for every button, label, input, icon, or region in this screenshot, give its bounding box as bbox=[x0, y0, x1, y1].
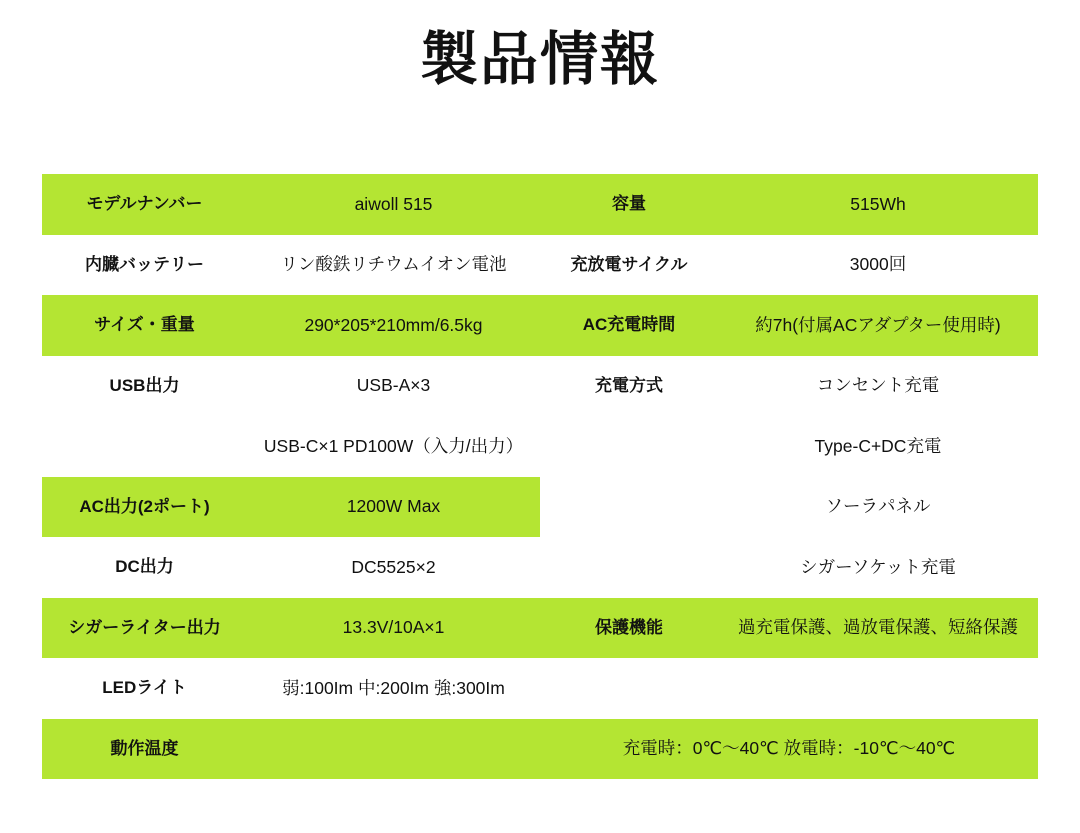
spec-value bbox=[718, 658, 1038, 719]
spec-label bbox=[540, 416, 718, 477]
spec-label: 充放電サイクル bbox=[540, 235, 718, 296]
spec-value: Type-C+DC充電 bbox=[718, 416, 1038, 477]
spec-label bbox=[42, 416, 247, 477]
spec-value: リン酸鉄リチウムイオン電池 bbox=[247, 235, 540, 296]
spec-label: AC出力(2ポート) bbox=[42, 477, 247, 538]
spec-value: aiwoll 515 bbox=[247, 174, 540, 235]
spec-label: DC出力 bbox=[42, 537, 247, 598]
table-row bbox=[42, 658, 1038, 719]
table-row bbox=[42, 174, 1038, 235]
table-row bbox=[42, 356, 1038, 417]
spec-value: USB-A×3 bbox=[247, 356, 540, 417]
spec-label: 容量 bbox=[540, 174, 718, 235]
spec-value: シガーソケット充電 bbox=[718, 537, 1038, 598]
product-info-page bbox=[0, 26, 1080, 833]
spec-value: ソーラパネル bbox=[718, 477, 1038, 538]
table-row bbox=[42, 235, 1038, 296]
spec-value: DC5525×2 bbox=[247, 537, 540, 598]
table-row bbox=[42, 295, 1038, 356]
spec-label: LEDライト bbox=[42, 658, 247, 719]
spec-value: 過充電保護、過放電保護、短絡保護 bbox=[718, 598, 1038, 659]
spec-value: 1200W Max bbox=[247, 477, 540, 538]
spec-label bbox=[540, 477, 718, 538]
spec-label: 動作温度 bbox=[42, 719, 247, 780]
spec-value: 13.3V/10A×1 bbox=[247, 598, 540, 659]
spec-label: 保護機能 bbox=[540, 598, 718, 659]
spec-value: 充電時：0℃〜40℃ 放電時：-10℃〜40℃ bbox=[540, 719, 1038, 780]
page-title: 製品情報 bbox=[419, 25, 660, 93]
table-row bbox=[42, 416, 1038, 477]
spec-label: USB出力 bbox=[42, 356, 247, 417]
specification-table bbox=[42, 174, 1038, 779]
table-row bbox=[42, 598, 1038, 659]
spec-label bbox=[540, 537, 718, 598]
spec-value bbox=[247, 719, 540, 780]
spec-value: 約7h(付属ACアダプター使用時) bbox=[718, 295, 1038, 356]
table-row bbox=[42, 537, 1038, 598]
spec-label: モデルナンバー bbox=[42, 174, 247, 235]
spec-value: 弱:100Im 中:200Im 強:300Im bbox=[247, 658, 540, 719]
spec-value: コンセント充電 bbox=[718, 356, 1038, 417]
table-row bbox=[42, 477, 1038, 538]
spec-label: 充電方式 bbox=[540, 356, 718, 417]
spec-label bbox=[540, 658, 718, 719]
spec-label: シガーライター出力 bbox=[42, 598, 247, 659]
spec-label: サイズ・重量 bbox=[42, 295, 247, 356]
spec-value: 290*205*210mm/6.5kg bbox=[247, 295, 540, 356]
spec-label: 内臓バッテリー bbox=[42, 235, 247, 296]
spec-value: 3000回 bbox=[718, 235, 1038, 296]
spec-label: AC充電時間 bbox=[540, 295, 718, 356]
spec-value: USB-C×1 PD100W（入力/出力） bbox=[247, 416, 540, 477]
table-row bbox=[42, 719, 1038, 780]
spec-value: 515Wh bbox=[718, 174, 1038, 235]
